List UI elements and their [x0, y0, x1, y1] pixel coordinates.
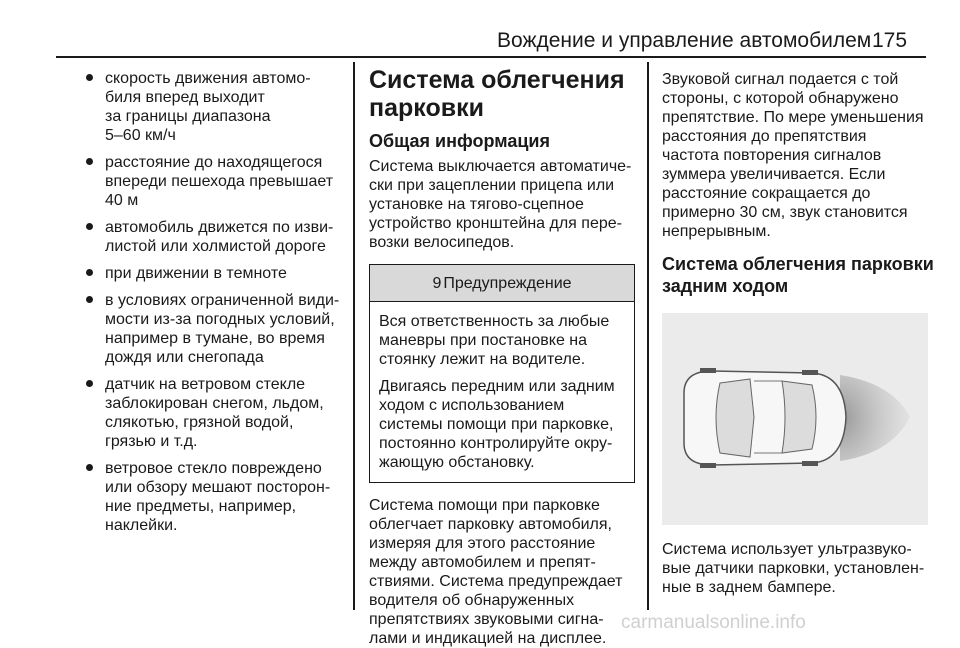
middle-column	[369, 66, 635, 648]
bullet-icon	[86, 380, 93, 387]
bullet-icon	[86, 158, 93, 165]
section-heading: Система облегчения парковки задним ходом	[662, 254, 934, 296]
warning-paragraph: Двигаясь передним или задним ходом с использованием системы помощи при парковке, постоянно контролируйте окру- жающую обстановку.	[379, 378, 615, 471]
list-item-text: расстояние до находящегося впереди пешехода превышает 40 м	[105, 154, 334, 209]
list-item-text: автомобиль движется по изви- листой или холмистой дороге	[105, 219, 334, 255]
warning-body	[370, 302, 634, 482]
list-item	[80, 153, 348, 210]
bullet-icon	[86, 74, 93, 81]
rear-parking-illustration	[662, 313, 928, 525]
running-header-title: Вождение и управление автомобилем	[497, 29, 872, 52]
list-item	[80, 264, 348, 283]
subsection-title: Общая информация	[369, 131, 550, 151]
bullet-icon	[86, 269, 93, 276]
list-item	[80, 459, 348, 535]
section-title: Система облегчения парковки	[369, 66, 625, 122]
column-divider-left	[353, 62, 355, 610]
warning-header	[370, 265, 634, 302]
list-item	[80, 291, 348, 367]
warning-label: Предупреждение	[443, 274, 572, 292]
list-item	[80, 218, 348, 256]
body-paragraph: Система помощи при парковке облегчает парковку автомобиля, измеряя для этого расстояние между автомобилем и препят- ствиями. Система предупреждает водителя об обнаруженных препятствиях звуковыми сигна- лами и индикацией на дисплее.	[369, 497, 623, 647]
bullet-icon	[86, 223, 93, 230]
bullet-icon	[86, 464, 93, 471]
header-rule	[56, 56, 926, 58]
intro-paragraph: Звуковой сигнал подается с той стороны, с которой обнаружено препятствие. По мере уменьшения расстояния до препятствия частота повторения сигналов зуммера увеличивается. Если расстояние сокращается до примерно 30 см, звук становится непрерывным.	[662, 71, 924, 240]
car-sensor-icon	[662, 313, 928, 525]
warning-icon: 9	[432, 274, 442, 292]
list-item-text: датчик на ветровом стекле заблокирован снегом, льдом, слякотью, грязной водой, грязью и т.д.	[105, 376, 324, 450]
list-item	[80, 69, 348, 145]
warning-box	[369, 264, 635, 483]
list-item-text: в условиях ограниченной види- мости из-за погодных условий, например в тумане, во время дождя или снегопада	[105, 292, 340, 366]
list-item	[80, 375, 348, 451]
intro-paragraph: Система выключается автоматиче- ски при зацеплении прицепа или установке на тягово-сцепное устройство кронштейна для пере- возки велосипедов.	[369, 158, 632, 251]
bullet-icon	[86, 296, 93, 303]
right-column	[662, 70, 944, 597]
page-number: 175	[872, 29, 908, 52]
list-item-text: при движении в темноте	[105, 265, 287, 282]
column-divider-right	[647, 62, 649, 610]
watermark: carmanualsonline.info	[621, 612, 806, 633]
list-item-text: скорость движения автомо- биля вперед выходит за границы диапазона 5–60 км/ч	[105, 70, 311, 144]
condition-list	[80, 69, 348, 535]
caption-paragraph: Система использует ультразвуко- вые датчики парковки, установлен- ные в заднем бампере.	[662, 541, 925, 596]
left-column	[80, 69, 348, 543]
list-item-text: ветровое стекло повреждено или обзору мешают посторон- ние предметы, например, наклейки.	[105, 460, 331, 534]
warning-paragraph: Вся ответственность за любые маневры при постановке на стоянку лежит на водителе.	[379, 313, 610, 368]
